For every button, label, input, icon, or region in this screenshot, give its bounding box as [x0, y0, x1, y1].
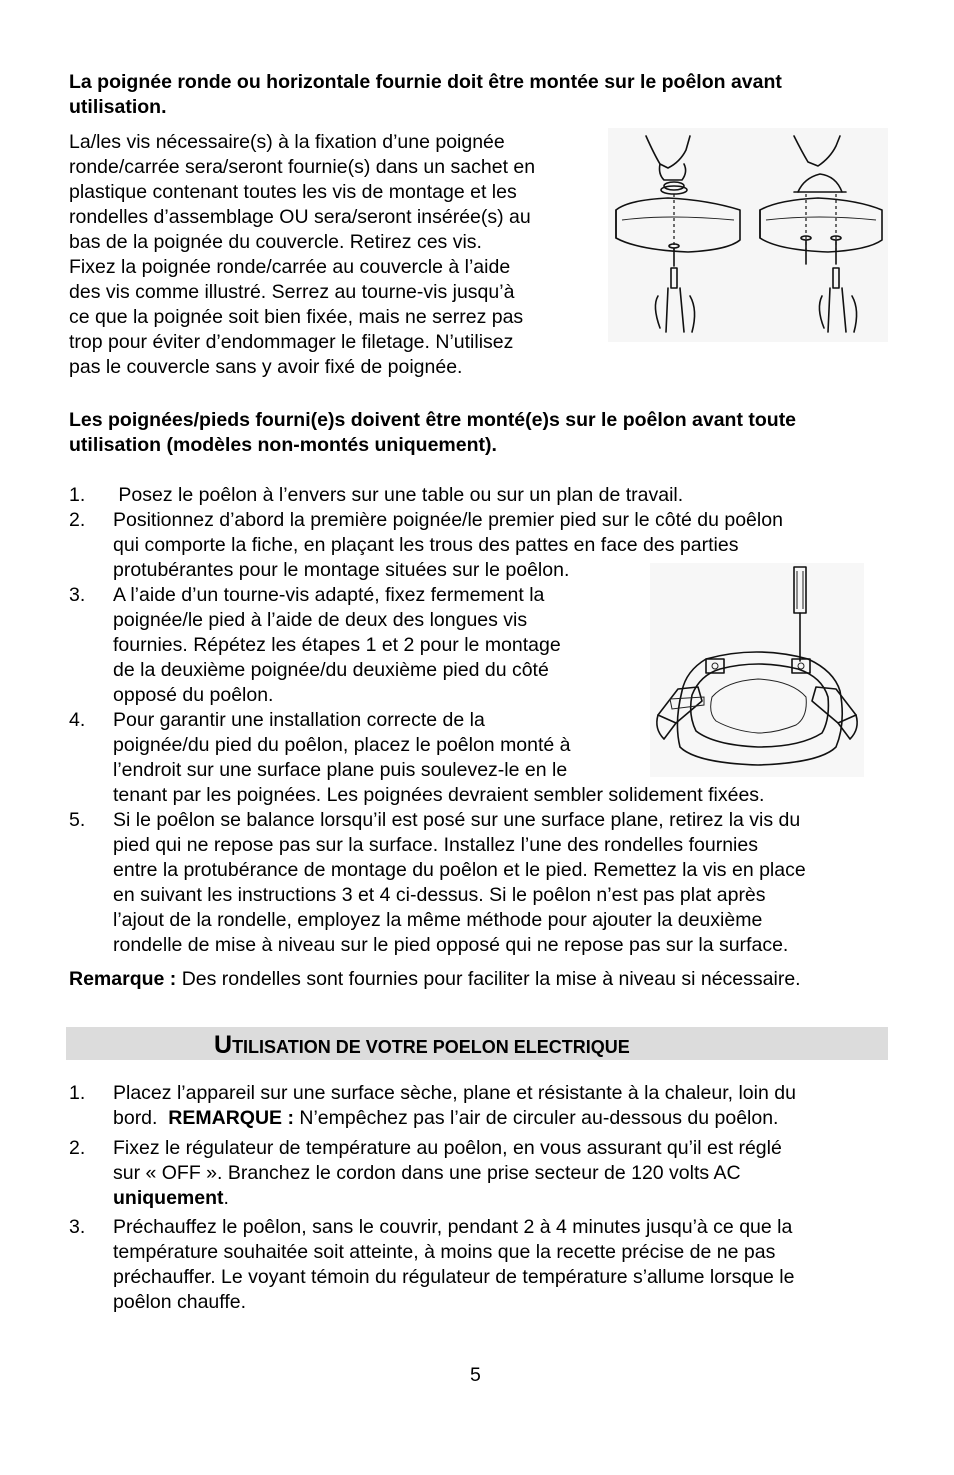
leveling-note [69, 967, 801, 992]
emphasis-text: uniquement [113, 1187, 224, 1209]
page-number: 5 [470, 1364, 481, 1386]
step-text-line: Si le poêlon se balance lorsqu’il est posé sur une surface plane, retirez la vis du [113, 809, 801, 831]
step-number: 1. [69, 484, 86, 506]
step-text-line: poignée/du pied du poêlon, placez le poêlon monté à [113, 734, 571, 756]
handle-text-line: Fixez la poignée ronde/carrée au couvercle à l’aide [69, 256, 511, 278]
handle-text-line: rondelles d’assemblage OU sera/seront insérée(s) au [69, 206, 531, 228]
step-text-line: tenant par les poignées. Les poignées devraient sembler solidement fixées. [113, 784, 765, 806]
usage-text-line: Fixez le régulateur de température au poêlon, en vous assurant qu’il est réglé [113, 1137, 782, 1159]
step-number: 2. [69, 509, 86, 531]
step-text-line: A l’aide d’un tourne-vis adapté, fixez fermement la [113, 584, 545, 606]
usage-text-fragment: N’empêchez pas l’air de circuler au-dessous du poêlon. [293, 1107, 779, 1129]
usage-text-fragment: bord. [113, 1107, 169, 1129]
step-text-line: poignée/le pied à l’aide de deux des longues vis [113, 609, 528, 631]
usage-number: 1. [69, 1082, 86, 1104]
step-text-line: protubérantes pour le montage situées sur le poêlon. [113, 559, 570, 581]
step-text-line: pied qui ne repose pas sur la surface. Installez l’une des rondelles fournies [113, 834, 758, 856]
handle-text-line: ronde/carrée sera/seront fournie(s) dans un sachet en [69, 156, 536, 178]
step-number: 5. [69, 809, 86, 831]
feet-heading-line2: utilisation (modèles non-montés uniquement). [69, 434, 497, 456]
step-text-line: opposé du poêlon. [113, 684, 274, 706]
handle-text-line: trop pour éviter d’endommager le filetage. N’utilisez [69, 331, 514, 353]
usage-text-line: poêlon chauffe. [113, 1291, 247, 1313]
usage-text-line: préchauffer. Le voyant témoin du régulateur de température s’allume lorsque le [113, 1266, 795, 1288]
step-text-line: en suivant les instructions 3 et 4 ci-dessus. Si le poêlon n’est pas plat après [113, 884, 766, 906]
section-title-rest: TILISATION DE VOTRE POELON ELECTRIQUE [232, 1037, 630, 1057]
usage-text-line: sur « OFF ». Branchez le cordon dans une prise secteur de 120 volts AC [113, 1162, 741, 1184]
usage-text-line: Préchauffez le poêlon, sans le couvrir, pendant 2 à 4 minutes jusqu’à ce que la [113, 1216, 793, 1238]
handle-text-line: bas de la poignée du couvercle. Retirez ces vis. [69, 231, 482, 253]
step-text-line: l’endroit sur une surface plane puis soulevez-le en le [113, 759, 568, 781]
section-title-initial: U [214, 1031, 233, 1059]
usage-text-line: température souhaitée soit atteinte, à moins que la recette précise de ne pas [113, 1241, 776, 1263]
step-text-line: rondelle de mise à niveau sur le pied opposé qui ne repose pas sur la surface. [113, 934, 789, 956]
handle-text-line: plastique contenant toutes les vis de montage et les [69, 181, 517, 203]
handle-text-line: des vis comme illustré. Serrez au tourne-vis jusqu’à [69, 281, 515, 303]
feet-heading-line1: Les poignées/pieds fourni(e)s doivent être monté(e)s sur le poêlon avant toute [69, 409, 797, 431]
usage-text-line [113, 1106, 778, 1131]
step-text-line: Pour garantir une installation correcte de la [113, 709, 485, 731]
usage-number: 3. [69, 1216, 86, 1238]
usage-number: 2. [69, 1137, 86, 1159]
step-text-line: entre la protubérance de montage du poêlon et le pied. Remettez la vis en place [113, 859, 806, 881]
usage-text-line: Placez l’appareil sur une surface sèche, plane et résistante à la chaleur, loin du [113, 1082, 796, 1104]
step-number: 3. [69, 584, 86, 606]
handle-heading-line2: utilisation. [69, 96, 167, 118]
handle-text-line: pas le couvercle sans y avoir fixé de poignée. [69, 356, 463, 378]
step-text-line: qui comporte la fiche, en plaçant les trous des pattes en face des parties [113, 534, 739, 556]
step-text-line: l’ajout de la rondelle, employez la même méthode pour ajouter la deuxième [113, 909, 763, 931]
lid-handle-illustration [608, 128, 888, 342]
step-text-line: Positionnez d’abord la première poignée/le premier pied sur le côté du poêlon [113, 509, 783, 531]
handle-heading-line1: La poignée ronde ou horizontale fournie doit être montée sur le poêlon avant [69, 71, 782, 93]
usage-text-fragment: . [223, 1187, 229, 1209]
step-text-line: fournies. Répétez les étapes 1 et 2 pour le montage [113, 634, 561, 656]
step-text-line: Posez le poêlon à l’envers sur une table ou sur un plan de travail. [113, 484, 684, 506]
step-text-line: de la deuxième poignée/du deuxième pied du côté [113, 659, 549, 681]
handle-text-line: La/les vis nécessaire(s) à la fixation d’une poignée [69, 131, 505, 153]
note-text: Des rondelles sont fournies pour faciliter la mise à niveau si nécessaire. [176, 968, 801, 990]
step-number: 4. [69, 709, 86, 731]
section-title [214, 1033, 630, 1059]
usage-text-line [113, 1186, 229, 1211]
skillet-foot-illustration [650, 563, 864, 777]
note-label: Remarque : [69, 968, 177, 990]
remark-label: REMARQUE : [168, 1107, 294, 1129]
handle-text-line: ce que la poignée soit bien fixée, mais ne serrez pas [69, 306, 524, 328]
